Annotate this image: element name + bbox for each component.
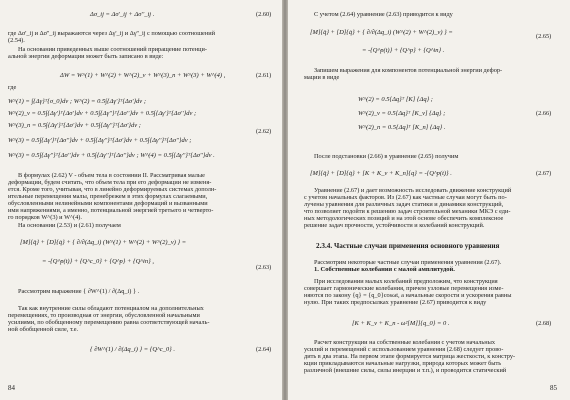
- equation: Δσ_ij = Δσ'_ij + Δσ''_ij .: [90, 11, 155, 18]
- text-line: совершает гармонические колебания, причем узловые перемещения изме-: [304, 285, 504, 292]
- section-heading: 1. Собственные колебания с малой амплитудой.: [314, 266, 455, 273]
- text-line: На основании (2.53) и (2.61) получаем: [18, 222, 121, 229]
- text-line: (2.54).: [8, 37, 25, 44]
- text-line: перемещениях, то производная от энергии, обусловленной начальными: [8, 312, 200, 319]
- right-page: [288, 0, 570, 400]
- text-line: няются по закону {q} = {q_0}cosωt, а начальные скорости и ускорения равны: [304, 292, 512, 299]
- equation: = -{Q^p(t)} + {Q^p} + {Q^in} .: [362, 47, 445, 54]
- text-line: решение задач прочности, устойчивости и колебаний конструкций.: [304, 222, 485, 229]
- equation-number: (2.68): [536, 320, 552, 327]
- equation-number: (2.66): [536, 110, 552, 117]
- equation-number: (2.60): [256, 11, 272, 18]
- equation: [M]{q̈} + [D]{q̇} + [K + K_v + K_n]{q} = -{Q^p(t)} .: [310, 170, 452, 177]
- text-line: где: [8, 84, 17, 91]
- text-line: Расчет конструкции на собственные колебания с учетом начальных: [314, 339, 495, 346]
- text-line: что позволяет подойти к решению задач строительной механики МКЭ с еди-: [304, 208, 511, 215]
- equation: [K + K_v + K_n - ω²[M]]{q_0} = 0 .: [352, 320, 450, 327]
- equation-number: (2.62): [256, 128, 272, 135]
- text-line: кции прикладываются начальные нагрузки, природа которых может быть: [304, 360, 502, 367]
- text-line: мации в виде: [304, 74, 340, 81]
- equation-number: (2.61): [256, 72, 272, 79]
- text-line: дить в два этапа. На первом этапе формируется матрица жесткости, к констру-: [304, 353, 516, 360]
- text-line: Рассмотрим некоторые частные случаи применения уравнения (2.67).: [314, 259, 502, 266]
- text-line: Уравнение (2.67) и дает возможность исследовать движение конструкций: [314, 187, 512, 194]
- text-line: лучены уравнения для различных задач статики и динамики конструкций,: [304, 201, 504, 208]
- equation: W^(2)_v = 0.5{Δq}ᵀ [K_v] {Δq} ;: [358, 110, 446, 117]
- page-number: 85: [550, 384, 557, 392]
- text-line: Запишем выражения для компонентов потенциальной энергии дефор-: [314, 67, 503, 74]
- text-line: С учетом (2.64) уравнение (2.63) приводится к виду: [314, 11, 453, 18]
- left-page: [0, 0, 282, 400]
- text-line: альной энергии деформации может быть записано в виде:: [8, 53, 164, 60]
- equation: = -{Q^p(t)} + {Q^c_0} + {Q^p} + {Q^in} ,: [42, 258, 154, 265]
- equation: W^(3)_n = 0.5∫{Δγ'}ᵀ{Δσ'}dv + 0.5∫{Δγ''}ᵀ{Δσ'}dv ;: [8, 122, 141, 129]
- text-line: где Δσ'_ij и Δσ''_ij выражаются через Δγ'_ij и Δγ''_ij с помощью соотношений: [8, 30, 215, 37]
- text-line: После подстановки (2.66) в уравнение (2.65) получим: [314, 153, 459, 160]
- text-line: При исследовании малых колебаний предположим, что конструкция: [314, 278, 498, 285]
- page-number: 84: [8, 384, 15, 392]
- equation: [M]{q̈} + [D]{q̇} + { ∂/∂(Δq_i) (W^(1) + W^(2) + W^(2)_v) } =: [20, 239, 187, 246]
- text-line: обусловленными нелинейными компонентами деформаций и вызванными: [8, 200, 208, 207]
- equation: W^(2) = 0.5{Δq}ᵀ [K] {Δq} ;: [358, 96, 433, 103]
- equation: { ∂W^(1) / ∂(Δq_i) } = {Q^c_0} .: [90, 346, 176, 353]
- text-line: усилий и перемещений с использованием уравнения (2.68) следует прово-: [304, 346, 504, 353]
- text-line: нулю. При таких предпосылках уравнение (2.67) приводится к виду: [304, 299, 487, 306]
- equation: W^(2)_n = 0.5{Δq}ᵀ [K_n] {Δq} .: [358, 124, 446, 131]
- equation: W^(3) = 0.5∫{Δγ''}ᵀ{Δσ''}dv + 0.5∫{Δγ''}ᵀ{Δσ''}dv ; W^(4) = 0.5∫{Δγ''}ᵀ{Δσ''}dv .: [8, 152, 215, 159]
- equation: [M]{q̈} + [D]{q̇} + { ∂/∂(Δq_i) (W^(2) + W^(2)_v) } =: [310, 29, 453, 36]
- text-line: го порядков W^(3) и W^(4).: [8, 214, 82, 221]
- text-line: с учетом начальных факторов. Из (2.67) как частные случаи могут быть по-: [304, 194, 507, 201]
- text-line: ется. Кроме того, учитывая, что в линейно деформируемых системах дополн-: [8, 186, 217, 193]
- text-line: В формулах (2.62) V - объем тела в состоянии II. Рассматривая малые: [18, 172, 205, 179]
- equation-number: (2.63): [256, 264, 272, 271]
- text-line: Рассмотрим выражение { ∂W^(1) / ∂(Δq_i) } .: [18, 288, 140, 295]
- text-line: ими напряжениями, а именно, потенциальной энергией третьего и четверто-: [8, 207, 214, 214]
- text-line: различной (внешние силы, силы инерции и т.п.), и проводится статический: [304, 367, 507, 374]
- text-line: ительные перемещения малы, пренебрежем в этих формулах слагаемыми,: [8, 193, 208, 200]
- text-line: деформации, будем считать, что объем тела при его деформации не изменя-: [8, 179, 212, 186]
- equation: ΔW = W^(1) + W^(2) + W^(2)_v + W^(3)_n + W^(3) + W^(4) ,: [60, 72, 226, 79]
- equation-number: (2.64): [256, 346, 272, 353]
- equation-number: (2.65): [536, 33, 552, 40]
- text-line: ной обобщенной силе, т.е.: [8, 326, 79, 333]
- section-heading: 2.3.4. Частные случаи применения основного уравнения: [316, 242, 500, 250]
- text-line: Так как внутренние силы обладают потенциалом на дополнительных: [18, 305, 204, 312]
- text-line: На основании приведенных выше соотношений приращение потенци-: [18, 46, 207, 53]
- equation: W^(2)_v = 0.5∫{Δγ'}ᵀ{Δσ'}dv + 0.5∫{Δγ''}ᵀ{Δσ''}dv + 0.5∫{Δγ'}ᵀ{Δσ''}dv ;: [8, 110, 197, 117]
- equation: W^(1) = ∫{Δγ}ᵀ{σ_0}dv ; W^(2) = 0.5∫{Δγ'}ᵀ{Δσ'}dv ;: [8, 98, 146, 105]
- equation-number: (2.67): [536, 170, 552, 177]
- equation: W^(3) = 0.5∫{Δγ'}ᵀ{Δσ''}dv + 0.5∫{Δγ''}ᵀ{Δσ'}dv + 0.5∫{Δγ''}ᵀ{Δσ''}dv ;: [8, 137, 192, 144]
- text-line: усилиями, по обобщенному перемещению равна соответствующей началь-: [8, 319, 210, 326]
- text-line: ных методологических позиций и на этой основе обеспечить комплексное: [304, 215, 504, 222]
